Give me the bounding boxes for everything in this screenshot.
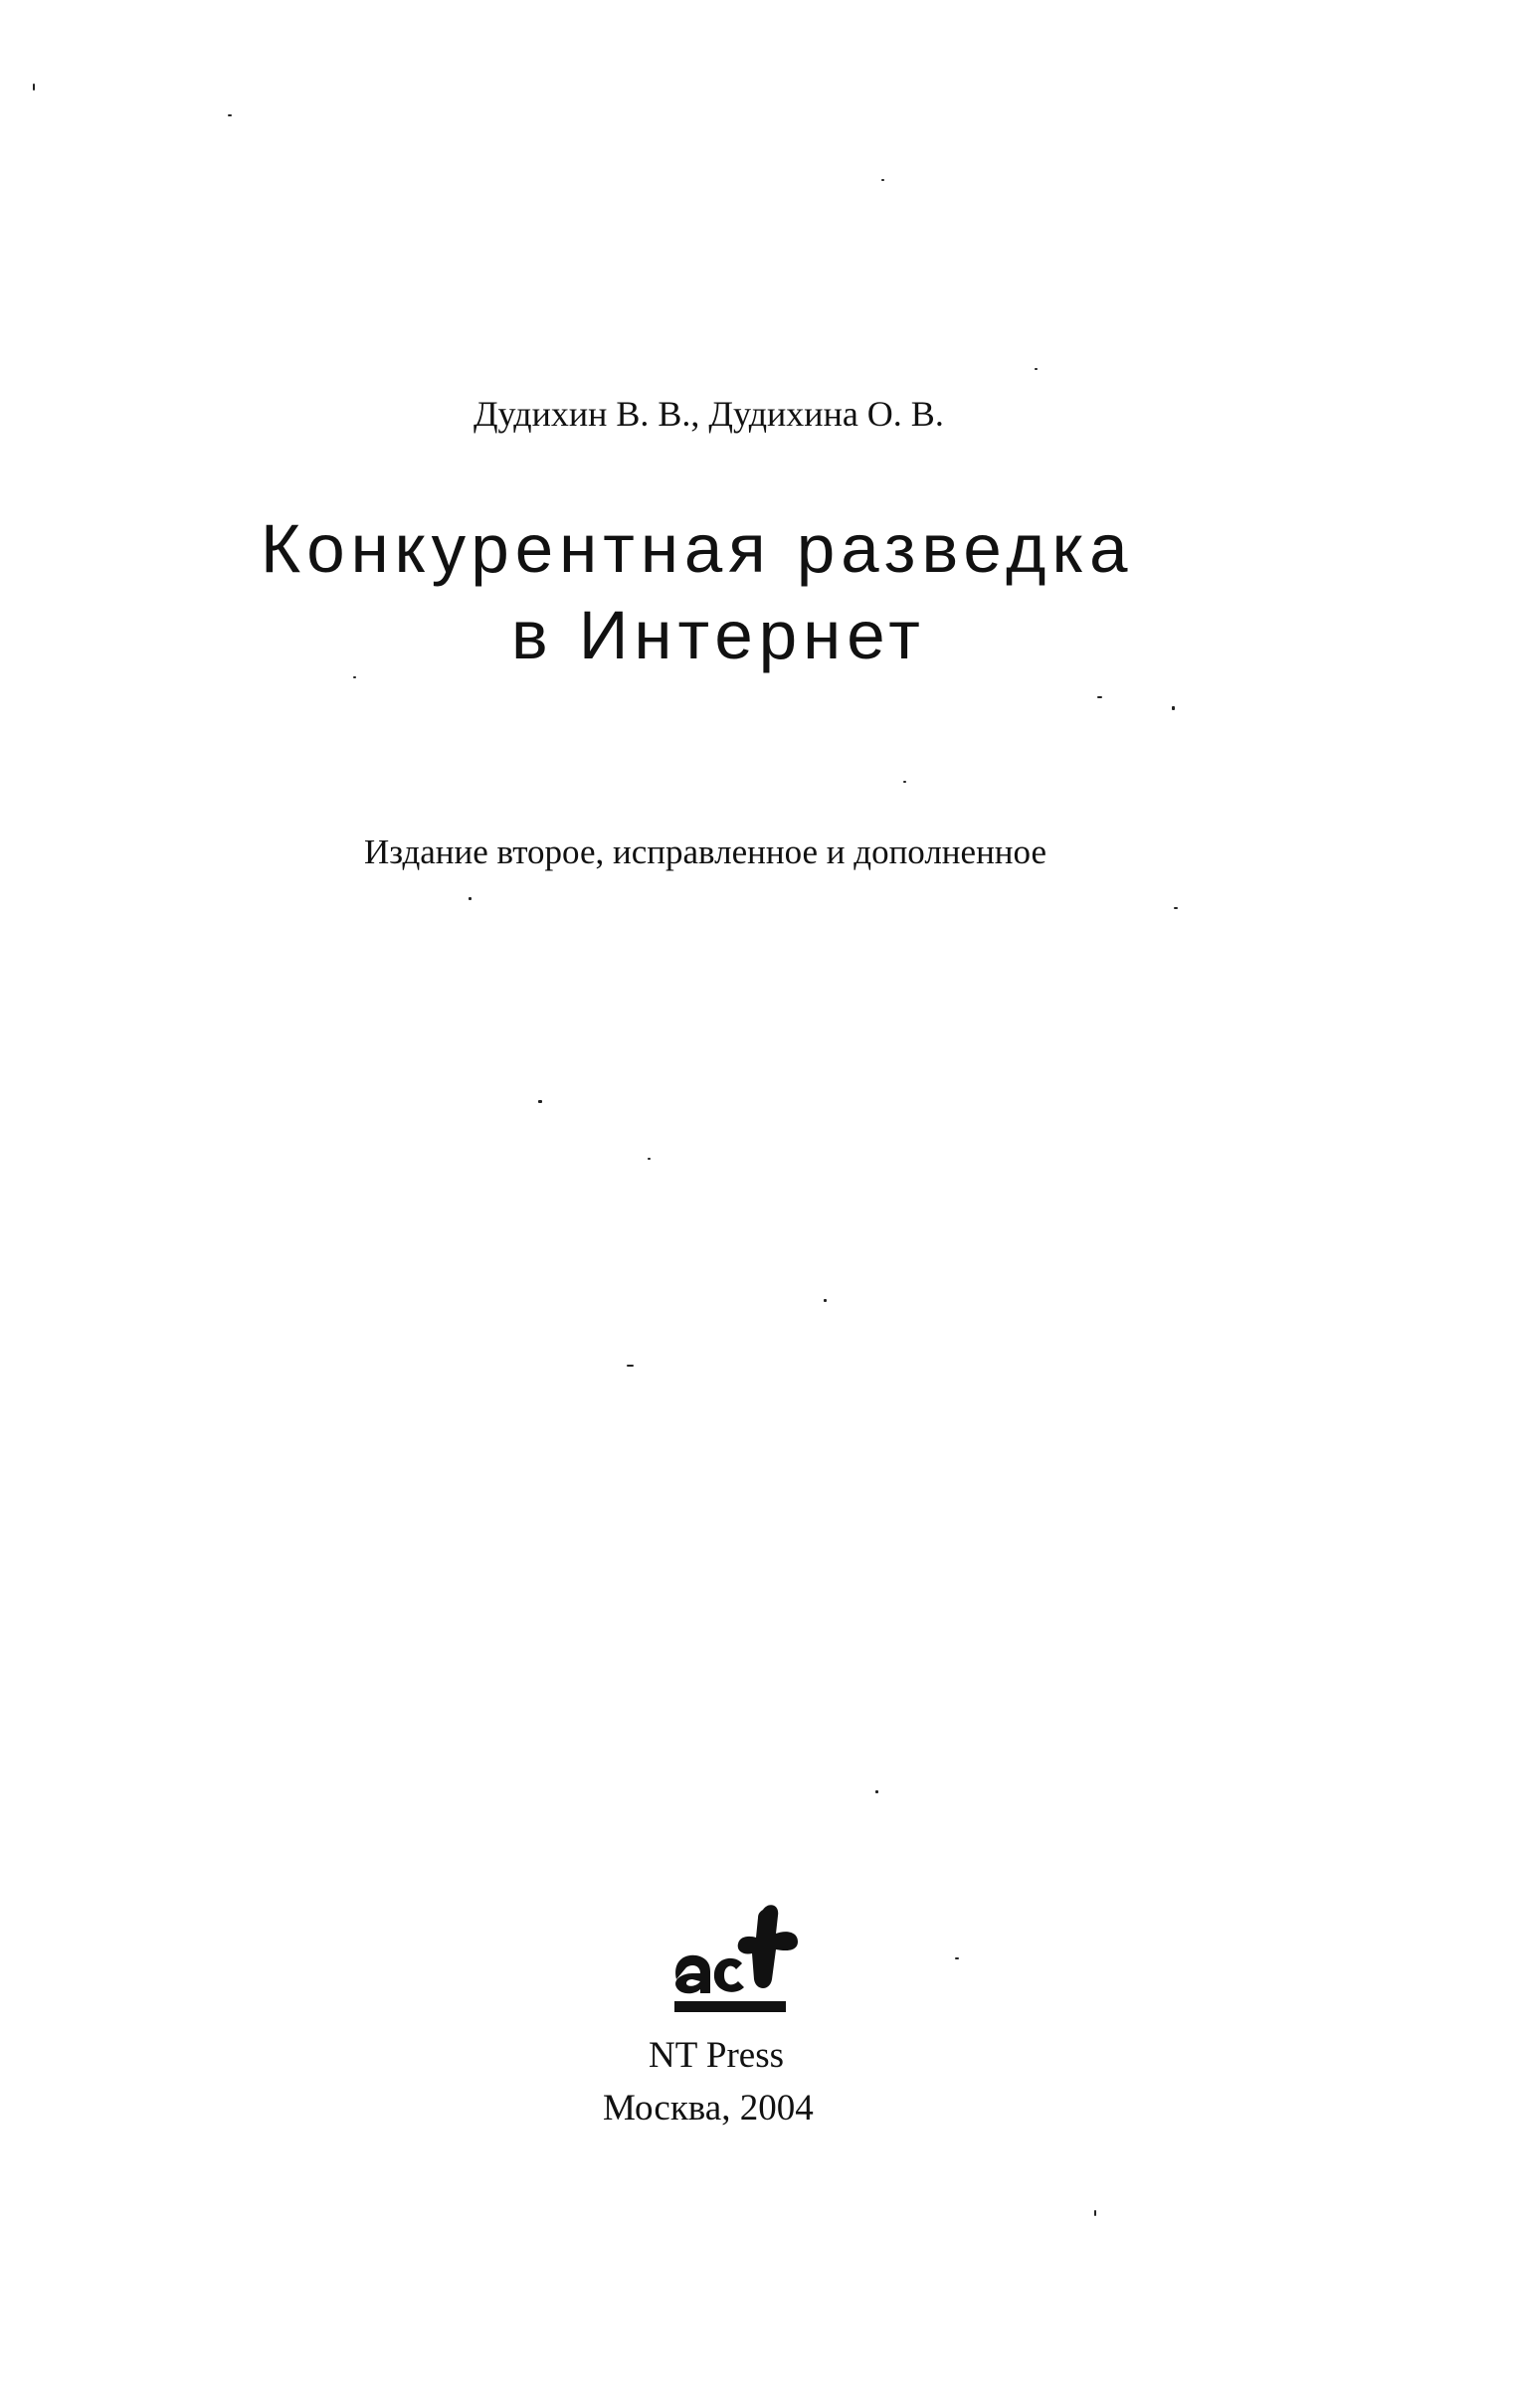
- city-and-year: Москва, 2004: [603, 2088, 814, 2129]
- imprint-name: NT Press: [649, 2035, 785, 2076]
- scan-speck: [648, 1158, 651, 1160]
- scan-speck: [1094, 2210, 1096, 2216]
- scan-speck: [955, 1957, 959, 1959]
- book-authors: Дудихин В. В., Дудихина О. В.: [474, 394, 944, 434]
- scan-speck: [33, 84, 35, 91]
- scan-speck: [1097, 696, 1102, 698]
- scan-speck: [1174, 907, 1178, 909]
- scan-speck: [903, 781, 906, 783]
- scan-speck: [627, 1365, 634, 1367]
- scan-speck: [1035, 368, 1038, 370]
- scan-speck: [875, 1790, 878, 1793]
- edition-note: Издание второе, исправленное и дополненное: [364, 833, 1046, 871]
- scan-speck: [353, 676, 356, 678]
- scan-speck: [228, 114, 232, 116]
- scan-speck: [881, 179, 884, 181]
- book-title-line-1: Конкурентная разведка: [261, 510, 1134, 587]
- book-title: [261, 505, 1275, 678]
- scan-speck: [469, 897, 472, 900]
- scan-speck: [538, 1100, 542, 1103]
- book-title-line-2: в Интернет: [511, 597, 926, 673]
- scan-speck: [1172, 706, 1175, 710]
- scan-speck: [824, 1299, 827, 1302]
- ast-publisher-logo-icon: [668, 1902, 818, 2016]
